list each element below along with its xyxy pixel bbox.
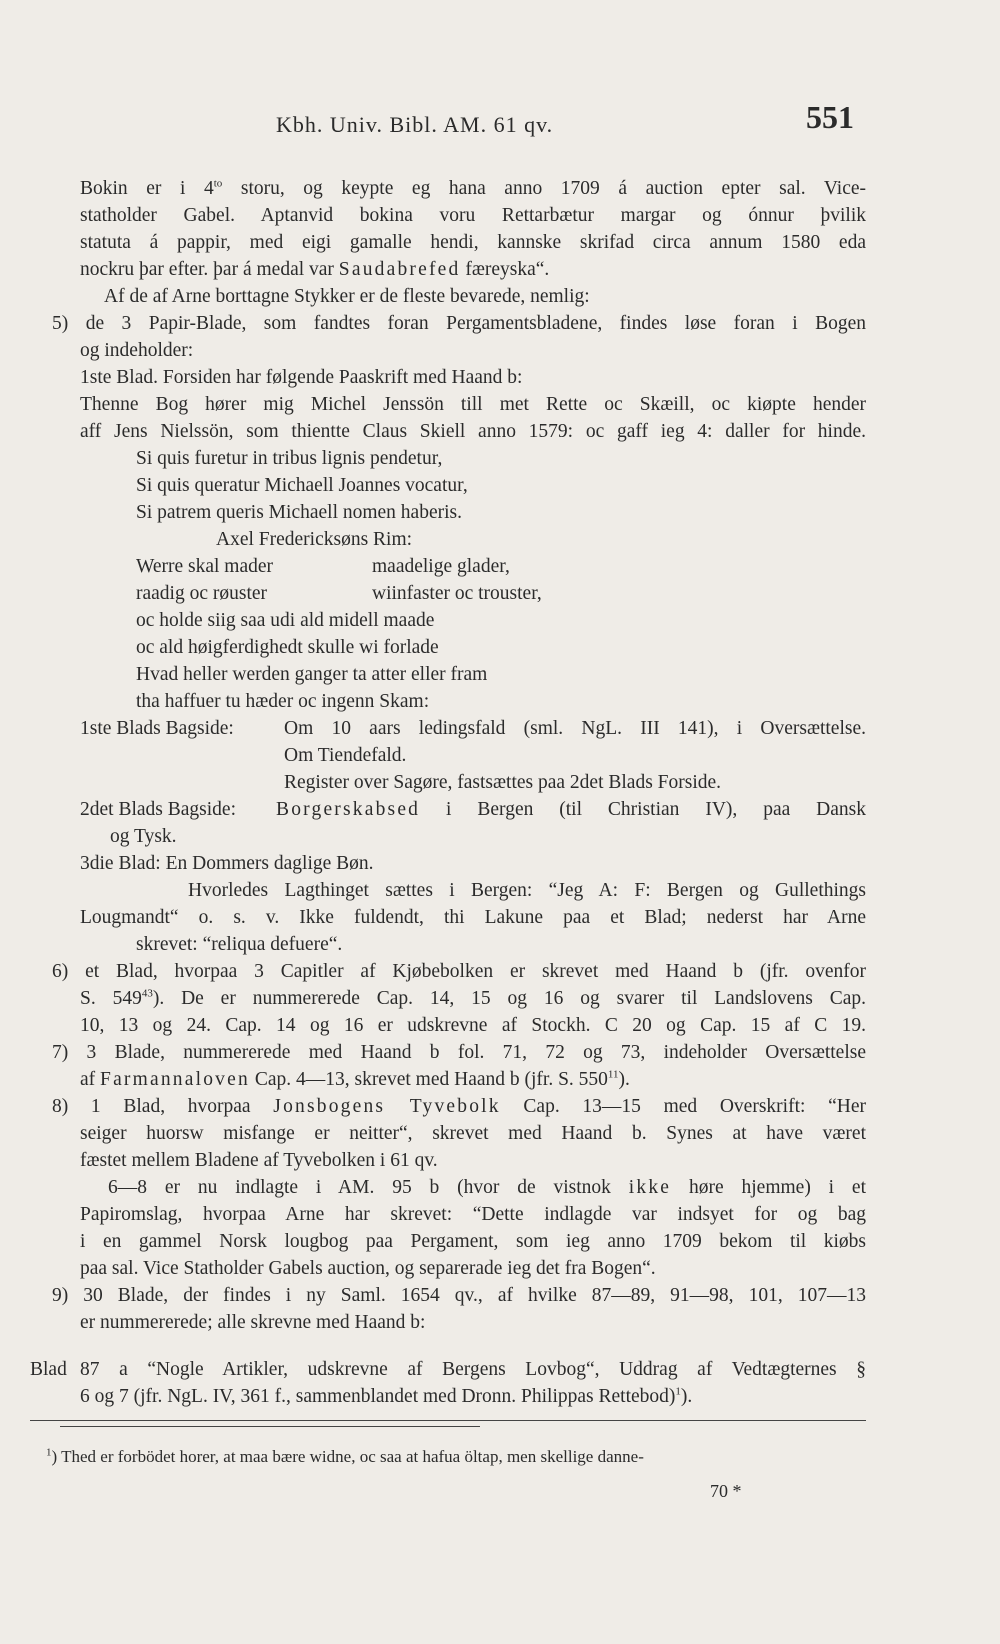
text-line: statholder Gabel. Aptanvid bokina voru Rettarbætur margar og ónnur þvilik	[80, 205, 866, 226]
text-line: Hvorledes Lagthinget sættes i Bergen: “Jeg A: F: Bergen og Gullethings	[188, 880, 866, 901]
text-line: Borgerskabsed i Bergen (til Christian IV), paa Dansk	[276, 799, 866, 820]
text-line: 87 a “Nogle Artikler, udskrevne af Bergens Lovbog“, Uddrag af Vedtægternes §	[80, 1359, 866, 1380]
verse-line: oc holde siig saa udi ald midell maade	[136, 610, 435, 631]
footnote-rule	[30, 1420, 866, 1421]
footnote-rule-secondary	[60, 1426, 480, 1427]
verse-line: Si quis queratur Michaell Joannes vocatur,	[136, 475, 468, 496]
text-line: Lougmandt“ o. s. v. Ikke fuldendt, thi Lakune paa et Blad; nederst har Arne	[80, 907, 866, 928]
text-line: 3die Blad: En Dommers daglige Bøn.	[80, 853, 374, 874]
list-item-9: 9) 30 Blade, der findes i ny Saml. 1654 qv., af hvilke 87—89, 91—98, 101, 107—13	[52, 1285, 866, 1306]
text-line: 10, 13 og 24. Cap. 14 og 16 er udskrevne af Stockh. C 20 og Cap. 15 af C 19.	[80, 1015, 866, 1036]
text-line: 1ste Blad. Forsiden har følgende Paaskrift med Haand b:	[80, 367, 523, 388]
text-line: skrevet: “reliqua defuere“.	[136, 934, 343, 955]
footnote: $^1$) Thed er forbödet horer, at maa bære widne, oc saa at hafua öltap, men skellige danne-	[46, 1446, 644, 1466]
text-line: Af de af Arne borttagne Stykker er de fleste bevarede, nemlig:	[104, 286, 590, 307]
text-line: 6 og 7 (jfr. NgL. IV, 361 f., sammenblandet med Dronn. Philippas Rettebod)$^1$).	[80, 1385, 693, 1407]
text-line: Bokin er i $4^{to}$ storu, og keypte eg hana anno 1709 á auction epter sal. Vice-	[80, 177, 866, 199]
verse-line: Si patrem queris Michaell nomen haberis.	[136, 502, 462, 523]
text-line: Om 10 aars ledingsfald (sml. NgL. III 141), i Oversættelse.	[284, 718, 866, 739]
text-line: 2det Blads Bagside:	[80, 799, 236, 820]
page-number: 551	[806, 99, 854, 135]
text-line: Register over Sagøre, fastsættes paa 2det Blads Forside.	[284, 772, 722, 793]
list-item-8: 8) 1 Blad, hvorpaa Jonsbogens Tyvebolk Cap. 13—15 med Overskrift: “Her	[52, 1096, 866, 1117]
text-line: nockru þar efter. þar á medal var Saudabrefed færeyska“.	[80, 259, 550, 280]
text-line: Blad	[30, 1359, 67, 1380]
verse-line: Werre skal mader	[136, 556, 274, 577]
verse-title: Axel Fredericksøns Rim:	[216, 529, 413, 550]
text-line: og indeholder:	[80, 340, 194, 361]
text-line: 6—8 er nu indlagte i AM. 95 b (hvor de vistnok ikke høre hjemme) i et	[108, 1177, 867, 1198]
text-line: og Tysk.	[110, 826, 177, 847]
list-item-5: 5) de 3 Papir-Blade, som fandtes foran Pergamentsbladene, findes løse foran i Bogen	[52, 313, 866, 334]
text-line: paa sal. Vice Statholder Gabels auction, og separerade ieg det fra Bogen“.	[80, 1258, 656, 1279]
verse-line: maadelige glader,	[372, 556, 510, 577]
text-line: statuta á pappir, med eigi gamalle hendi, kannske skrifad circa annum 1580 eda	[80, 232, 866, 253]
text-line: seiger huorsw misfange er neitter“, skrevet med Haand b. Synes at have været	[80, 1123, 866, 1144]
text-line: i en gammel Norsk lougbog paa Pergament, som ieg anno 1709 bekom til kiøbs	[80, 1231, 866, 1252]
verse-line: Hvad heller werden ganger ta atter eller fram	[136, 664, 488, 685]
verse-line: Si quis furetur in tribus lignis pendetur,	[136, 448, 443, 469]
verse-line: tha haffuer tu hæder oc ingenn Skam:	[136, 691, 430, 712]
text-line: Om Tiendefald.	[284, 745, 407, 766]
signature-mark: 70 *	[710, 1481, 742, 1501]
text-line: af Farmannaloven Cap. 4—13, skrevet med Haand b (jfr. S. $550^{11}$).	[80, 1068, 630, 1090]
running-head: Kbh. Univ. Bibl. AM. 61 qv.	[276, 112, 554, 137]
text-line: S. $549^{43}$). De er nummererede Cap. 14, 15 og 16 og svarer til Landslovens Cap.	[80, 987, 866, 1009]
verse-line: wiinfaster oc trouster,	[372, 583, 542, 604]
text-line: fæstet mellem Bladene af Tyvebolken i 61 qv.	[80, 1150, 438, 1171]
text-line: aff Jens Nielssön, som thientte Claus Skiell anno 1579: oc gaff ieg 4: daller for hinde.	[80, 421, 866, 442]
text-line: Papiromslag, hvorpaa Arne har skrevet: “Dette indlagde var indsyet for og bag	[80, 1204, 866, 1225]
text-line: 1ste Blads Bagside:	[80, 718, 234, 739]
verse-line: raadig oc røuster	[136, 583, 268, 604]
text-line: er nummererede; alle skrevne med Haand b:	[80, 1312, 426, 1333]
list-item-6: 6) et Blad, hvorpaa 3 Capitler af Kjøbebolken er skrevet med Haand b (jfr. ovenfor	[52, 961, 866, 982]
verse-line: oc ald høigferdighedt skulle wi forlade	[136, 637, 439, 658]
list-item-7: 7) 3 Blade, nummererede med Haand b fol. 71, 72 og 73, indeholder Oversættelse	[52, 1042, 866, 1063]
text-line: Thenne Bog hører mig Michel Jenssön till met Rette oc Skæill, oc kiøpte hender	[80, 394, 866, 415]
